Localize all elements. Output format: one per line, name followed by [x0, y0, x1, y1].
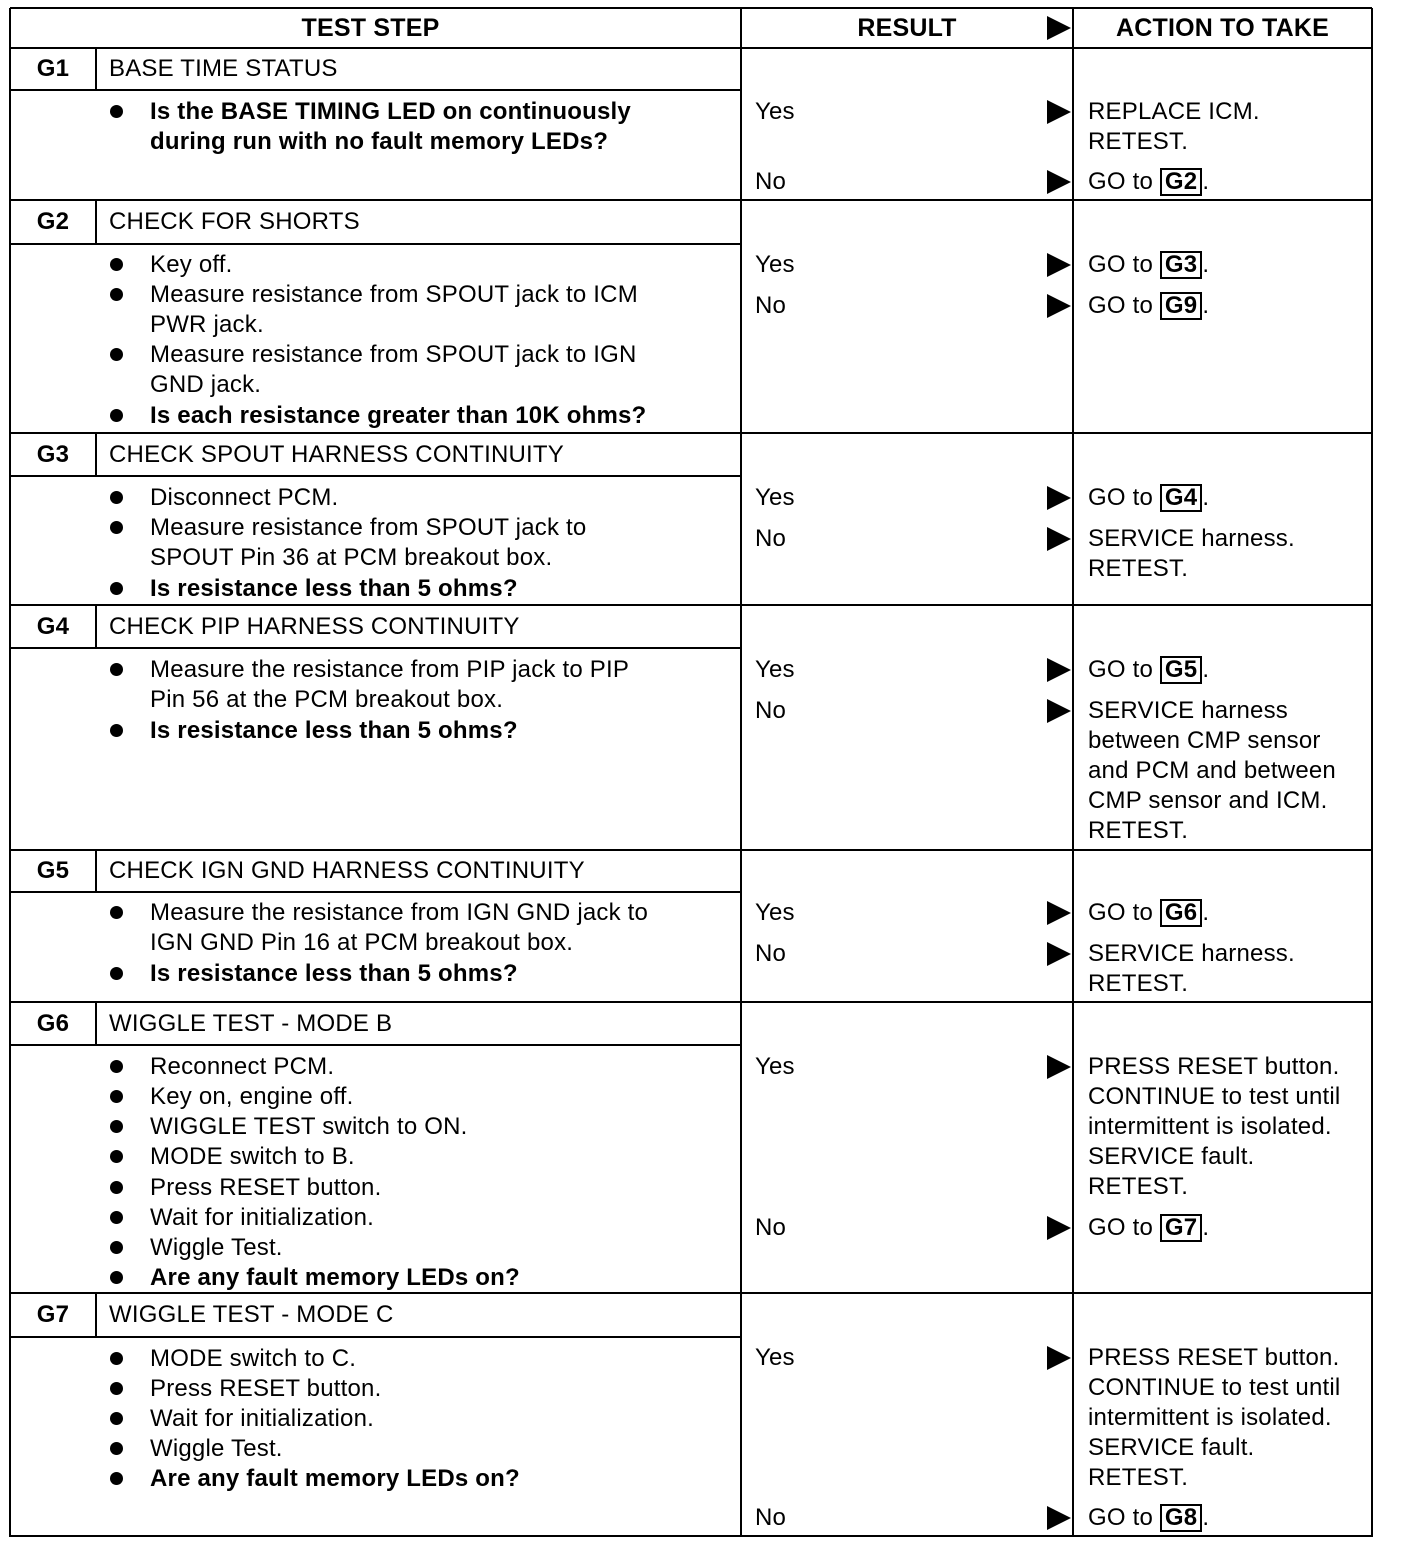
- action-text: SERVICE fault.: [1088, 1143, 1255, 1170]
- bullet-icon: [110, 967, 123, 980]
- action-text: RETEST.: [1088, 128, 1189, 155]
- step-id: G7: [36, 1301, 70, 1328]
- test-instruction: Reconnect PCM.: [150, 1053, 335, 1080]
- section-divider: [10, 1001, 1372, 1003]
- bullet-icon: [110, 582, 123, 595]
- result-label: Yes: [755, 899, 795, 926]
- action-text: CONTINUE to test until: [1088, 1083, 1341, 1110]
- goto-step-link[interactable]: G2: [1160, 168, 1202, 196]
- goto-step-link[interactable]: G7: [1160, 1214, 1202, 1242]
- test-instruction: Is resistance less than 5 ohms?: [150, 960, 518, 987]
- result-label: Yes: [755, 98, 795, 125]
- step-title: CHECK PIP HARNESS CONTINUITY: [109, 612, 520, 640]
- bullet-icon: [110, 409, 123, 422]
- action-text: GO to G4 .: [1088, 484, 1210, 511]
- action-text: SERVICE harness: [1088, 697, 1288, 724]
- result-label: Yes: [755, 1344, 795, 1371]
- test-instruction: SPOUT Pin 36 at PCM breakout box.: [150, 544, 553, 571]
- bullet-icon: [110, 1120, 123, 1133]
- result-label: No: [755, 697, 787, 724]
- test-instruction: IGN GND Pin 16 at PCM breakout box.: [150, 929, 574, 956]
- test-instruction: PWR jack.: [150, 311, 264, 338]
- step-title: WIGGLE TEST - MODE B: [109, 1009, 393, 1037]
- test-instruction: WIGGLE TEST switch to ON.: [150, 1113, 468, 1140]
- test-instruction: Key off.: [150, 251, 233, 278]
- test-instruction: during run with no fault memory LEDs?: [150, 128, 609, 155]
- action-text: SERVICE harness.: [1088, 940, 1295, 967]
- test-instruction: Measure the resistance from PIP jack to PIP: [150, 656, 630, 683]
- goto-step-link[interactable]: G5: [1160, 656, 1202, 684]
- result-arrow-icon: [1047, 1506, 1071, 1530]
- bullet-icon: [110, 1271, 123, 1284]
- action-text: GO to G2 .: [1088, 168, 1210, 195]
- action-column-divider: [1072, 8, 1074, 1537]
- header-action-to-take: ACTION TO TAKE: [1116, 14, 1329, 42]
- table-bottom-border: [10, 1535, 1372, 1537]
- result-arrow-icon: [1047, 170, 1071, 194]
- test-instruction: Are any fault memory LEDs on?: [150, 1264, 520, 1291]
- result-arrow-icon: [1047, 699, 1071, 723]
- goto-step-link[interactable]: G8: [1160, 1504, 1202, 1532]
- title-row-divider: [10, 647, 741, 649]
- action-text: intermittent is isolated.: [1088, 1404, 1332, 1431]
- test-instruction: Measure resistance from SPOUT jack to: [150, 514, 587, 541]
- title-row-divider: [10, 243, 741, 245]
- header-arrow-icon: [1047, 16, 1071, 40]
- result-label: Yes: [755, 1053, 795, 1080]
- action-text: GO to G8 .: [1088, 1504, 1210, 1531]
- bullet-icon: [110, 1090, 123, 1103]
- step-id: G3: [36, 440, 70, 468]
- header-bottom-border: [10, 47, 1372, 49]
- bullet-icon: [110, 1472, 123, 1485]
- result-label: No: [755, 292, 787, 319]
- result-arrow-icon: [1047, 294, 1071, 318]
- action-text: between CMP sensor: [1088, 727, 1321, 754]
- result-arrow-icon: [1047, 253, 1071, 277]
- action-text: CONTINUE to test until: [1088, 1374, 1341, 1401]
- test-instruction: MODE switch to C.: [150, 1345, 357, 1372]
- title-row-divider: [10, 475, 741, 477]
- step-id: G5: [36, 857, 70, 884]
- bullet-icon: [110, 258, 123, 271]
- bullet-icon: [110, 105, 123, 118]
- test-instruction: Wait for initialization.: [150, 1405, 374, 1432]
- bullet-icon: [110, 1150, 123, 1163]
- table-top-border: [10, 7, 1372, 9]
- section-divider: [10, 849, 1372, 851]
- result-arrow-icon: [1047, 658, 1071, 682]
- bullet-icon: [110, 521, 123, 534]
- test-instruction: Disconnect PCM.: [150, 484, 339, 511]
- result-label: Yes: [755, 484, 795, 511]
- title-row-divider: [10, 89, 741, 91]
- step-title: CHECK SPOUT HARNESS CONTINUITY: [109, 440, 564, 468]
- goto-step-link[interactable]: G3: [1160, 251, 1202, 279]
- bullet-icon: [110, 1382, 123, 1395]
- bullet-icon: [110, 1241, 123, 1254]
- bullet-icon: [110, 1442, 123, 1455]
- title-row-divider: [10, 1336, 741, 1338]
- result-arrow-icon: [1047, 1216, 1071, 1240]
- bullet-icon: [110, 1211, 123, 1224]
- test-instruction: Wiggle Test.: [150, 1234, 283, 1261]
- result-arrow-icon: [1047, 901, 1071, 925]
- test-instruction: Is resistance less than 5 ohms?: [150, 717, 518, 744]
- step-title: BASE TIME STATUS: [109, 55, 338, 82]
- action-text: GO to G7 .: [1088, 1214, 1210, 1241]
- action-text: CMP sensor and ICM.: [1088, 787, 1328, 814]
- result-arrow-icon: [1047, 527, 1071, 551]
- bullet-icon: [110, 1412, 123, 1425]
- step-title: WIGGLE TEST - MODE C: [109, 1301, 394, 1328]
- section-divider: [10, 1292, 1372, 1294]
- bullet-icon: [110, 663, 123, 676]
- action-text: PRESS RESET button.: [1088, 1344, 1340, 1371]
- goto-step-link[interactable]: G6: [1160, 899, 1202, 927]
- step-id: G1: [36, 55, 70, 82]
- test-instruction: Is the BASE TIMING LED on continuously: [150, 98, 631, 125]
- header-test-step: TEST STEP: [301, 14, 440, 42]
- step-id: G2: [36, 208, 70, 235]
- test-instruction: GND jack.: [150, 371, 262, 398]
- result-column-divider: [740, 8, 742, 1537]
- result-label: No: [755, 525, 787, 552]
- result-label: No: [755, 1214, 787, 1241]
- test-instruction: Pin 56 at the PCM breakout box.: [150, 686, 504, 713]
- action-text: RETEST.: [1088, 970, 1189, 997]
- bullet-icon: [110, 1352, 123, 1365]
- action-text: SERVICE harness.: [1088, 525, 1295, 552]
- result-arrow-icon: [1047, 486, 1071, 510]
- table-right-border: [1371, 8, 1373, 1537]
- test-instruction: Press RESET button.: [150, 1375, 382, 1402]
- test-instruction: Is each resistance greater than 10K ohms?: [150, 402, 647, 429]
- step-id: G4: [36, 612, 70, 640]
- test-instruction: Key on, engine off.: [150, 1083, 354, 1110]
- action-text: PRESS RESET button.: [1088, 1053, 1340, 1080]
- action-text: intermittent is isolated.: [1088, 1113, 1332, 1140]
- test-instruction: Is resistance less than 5 ohms?: [150, 575, 518, 602]
- result-arrow-icon: [1047, 100, 1071, 124]
- test-instruction: Measure resistance from SPOUT jack to IGN: [150, 341, 637, 368]
- action-text: GO to G3 .: [1088, 251, 1210, 278]
- title-row-divider: [10, 891, 741, 893]
- section-divider: [10, 604, 1372, 606]
- goto-step-link[interactable]: G4: [1160, 484, 1202, 512]
- step-id: G6: [36, 1009, 70, 1037]
- bullet-icon: [110, 724, 123, 737]
- action-text: SERVICE fault.: [1088, 1434, 1255, 1461]
- bullet-icon: [110, 1181, 123, 1194]
- bullet-icon: [110, 288, 123, 301]
- step-title: CHECK FOR SHORTS: [109, 208, 360, 235]
- goto-step-link[interactable]: G9: [1160, 292, 1202, 320]
- test-instruction: Press RESET button.: [150, 1174, 382, 1201]
- action-text: GO to G9 .: [1088, 292, 1210, 319]
- action-text: and PCM and between: [1088, 757, 1336, 784]
- header-result: RESULT: [857, 14, 957, 42]
- action-text: RETEST.: [1088, 1173, 1189, 1200]
- result-label: No: [755, 168, 787, 195]
- test-instruction: Measure the resistance from IGN GND jack to: [150, 899, 649, 926]
- bullet-icon: [110, 906, 123, 919]
- section-divider: [10, 432, 1372, 434]
- test-instruction: Wait for initialization.: [150, 1204, 374, 1231]
- action-text: RETEST.: [1088, 1464, 1189, 1491]
- bullet-icon: [110, 491, 123, 504]
- section-divider: [10, 199, 1372, 201]
- result-arrow-icon: [1047, 1346, 1071, 1370]
- bullet-icon: [110, 348, 123, 361]
- action-text: RETEST.: [1088, 555, 1189, 582]
- result-arrow-icon: [1047, 942, 1071, 966]
- result-label: No: [755, 1504, 787, 1531]
- bullet-icon: [110, 1060, 123, 1073]
- action-text: RETEST.: [1088, 817, 1189, 844]
- test-instruction: Wiggle Test.: [150, 1435, 283, 1462]
- test-instruction: Measure resistance from SPOUT jack to ICM: [150, 281, 638, 308]
- action-text: GO to G5 .: [1088, 656, 1210, 683]
- result-arrow-icon: [1047, 1055, 1071, 1079]
- step-title: CHECK IGN GND HARNESS CONTINUITY: [109, 857, 585, 884]
- result-label: Yes: [755, 656, 795, 683]
- result-label: Yes: [755, 251, 795, 278]
- result-label: No: [755, 940, 787, 967]
- action-text: GO to G6 .: [1088, 899, 1210, 926]
- test-instruction: MODE switch to B.: [150, 1143, 355, 1170]
- action-text: REPLACE ICM.: [1088, 98, 1260, 125]
- test-instruction: Are any fault memory LEDs on?: [150, 1465, 520, 1492]
- title-row-divider: [10, 1044, 741, 1046]
